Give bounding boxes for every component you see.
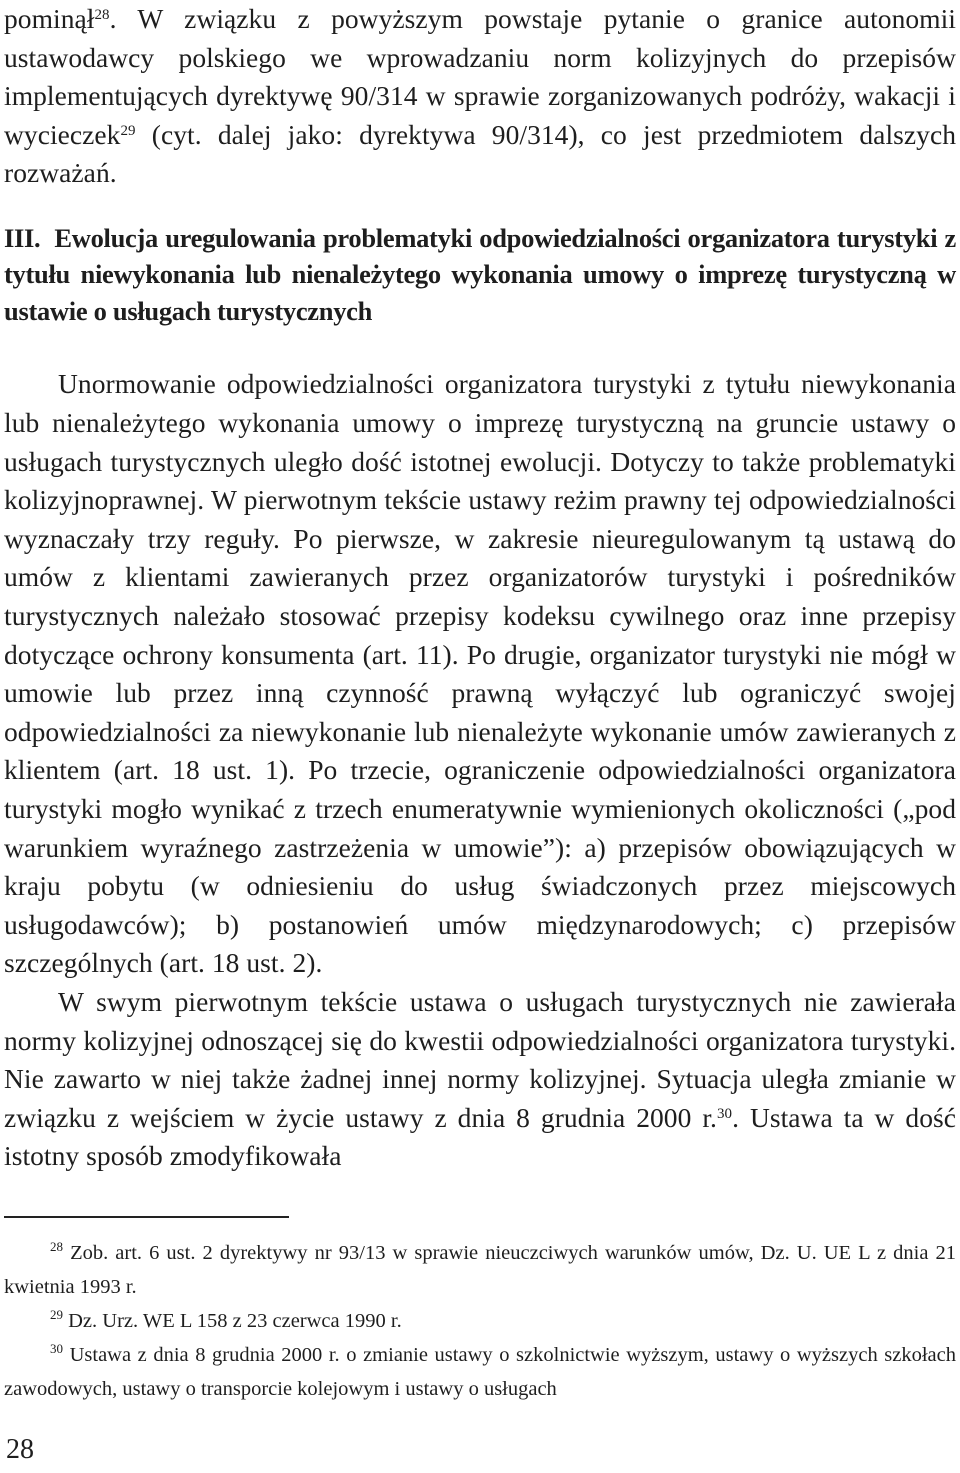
paragraph-2-text-a: W swym pierwotnym tekście ustawa o usługach turystycznych nie zawierała normy kolizyjnej odnoszącej się do kwestii odpowiedzialności organizatora turystyki. Nie zawarto w niej także żadnej innej normy kolizyjnej. Sytuacja uległa zmianie w związku z wejściem w życie ustawy z dnia 8 grudnia 2000 r. [4,985,956,1133]
footnote-text: Ustawa z dnia 8 grudnia 2000 r. o zmianie ustawy o szkolnictwie wyższym, ustawy o wyższych szkołach zawodowych, ustawy o transporcie kolejowym i ustawy o usługach [4,1344,957,1400]
footnote-ref-29[interactable]: 29 [120,122,136,139]
footnote-30 [4,1338,956,1406]
paragraph-1: Unormowanie odpowiedzialności organizatora turystyki z tytułu niewykonania lub nienależytego wykonania umowy o imprezę turystyczną na gruncie ustawy o usługach turystycznych uległo dość istotnej ewolucji. Dotyczy to także problematyki kolizyjnoprawnej. W pierwotnym tekście ustawy reżim prawny tej odpowiedzialności wyznaczały trzy reguły. Po pierwsze, w zakresie nieuregulowanym tą ustawą do umów z klientami zawieranych przez organizatorów turystyki i pośredników turystycznych należało stosować przepisy kodeksu cywilnego oraz inne przepisy dotyczące ochrony konsumenta (art. 11). Po drugie, organizator turystyki nie mógł w umowie lub przez inną czynność prawną wyłączyć lub ograniczyć swojej odpowiedzialności za niewykonanie lub nienależyte wykonanie umów zawieranych z klientem (art. 18 ust. 1). Po trzecie, ograniczenie odpowiedzialności organizatora turystyki mogło wynikać z trzech enumeratywnie wymienionych okoliczności („pod warunkiem wyraźnego zastrzeżenia w umowie”): a) przepisów obowiązujących w kraju pobytu (w odniesieniu do usług świadczonych przez miejscowych usługodawców); b) postanowień umów międzynarodowych; c) przepisów szczególnych (art. 18 ust. 2). [4,368,956,979]
intro-text-c: (cyt. dalej jako: dyrektywa 90/314), co jest przedmiotem dalszych rozważań. [4,118,956,189]
footnote-number: 30 [50,1341,63,1357]
footnote-ref-28[interactable]: 28 [94,6,110,23]
intro-paragraph [4,0,956,193]
intro-text-b: . W związku z powyższym powstaje pytanie o granice autonomii ustawodawcy polskiego we wprowadzaniu norm kolizyjnych do przepisów implementujących dyrektywę 90/314 w sprawie zorganizowanych podróży, wakacji i wycieczek [4,3,956,150]
paragraph-2 [4,983,956,1176]
footnote-28 [4,1236,956,1304]
footnote-text: Zob. art. 6 ust. 2 dyrektywy nr 93/13 w sprawie nieuczciwych warunków umów, Dz. U. UE L z dnia 21 kwietnia 1993 r. [4,1242,957,1298]
intro-text-a: pominął [4,3,95,34]
footnote-separator [4,1216,289,1218]
section-heading [4,220,956,330]
page-number: 28 [6,1434,34,1465]
page-content [4,0,956,1176]
footnote-number: 28 [50,1239,63,1255]
footnotes [4,1236,956,1406]
section-title: Ewolucja uregulowania problematyki odpowiedzialności organizatora turystyki z tytułu niewykonania lub nienależytego wykonania umowy o imprezę turystyczną w ustawie o usługach turystycznych [4,222,956,326]
footnote-ref-30[interactable]: 30 [716,1105,733,1122]
section-number: III. [4,222,41,253]
footnote-text: Dz. Urz. WE L 158 z 23 czerwca 1990 r. [68,1310,402,1332]
footnote-number: 29 [50,1307,63,1323]
paragraph-2-text-b: . Ustawa ta w dość istotny sposób zmodyfikowała [4,1101,956,1172]
footnote-29 [4,1304,956,1338]
